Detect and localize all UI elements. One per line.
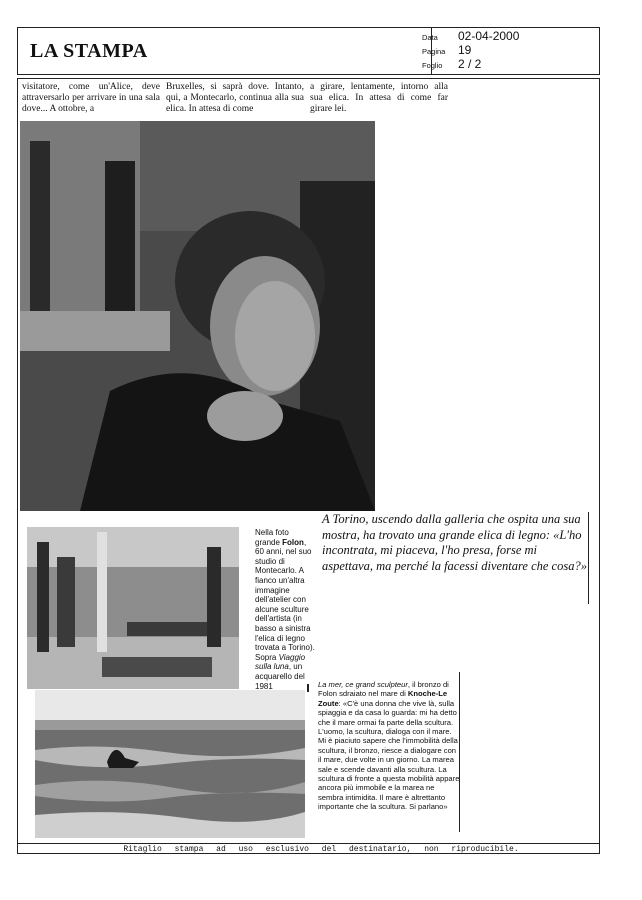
- photo-caption: [255, 528, 315, 691]
- sheet-value: 2 / 2: [458, 57, 482, 71]
- caption-text-1: , 60 anni, nel suo studio di Montecarlo. A fianco un'altra immagine dell'atelier con alcune sculture dell'artista (in basso a sinistra l'elica di legno trovata a Torino). Sopra: [255, 537, 315, 662]
- date-label: Data: [422, 33, 438, 42]
- caption2-text-1: , il bronzo di Folon sdraiato nel mare di: [318, 680, 449, 699]
- article-column-3: a girare, lentamente, intorno alla sua elica. In attesa di come far girare lei.: [310, 82, 448, 114]
- caption2-text-2: : «C'è una donna che vive là, sulla spiaggia e da casa lo guarda: mi ha detto che il mare ormai fa parte della scultura. L'uomo, la scultura, dialoga con il mare. Mi è piaciuto sapere che l'immobilità della scultura, il bronzo, riesce a dialogare con il mare, due volte in un giorno. La marea sale e scende davanti alla scultura. La scultura di fronte a questa mobilità appare ancora più immobile e la marea ne sembra intimidita. Il mare è altrettanto importante che la scultura. Si parlano»: [318, 698, 460, 812]
- page-value: 19: [458, 43, 472, 57]
- pull-quote: A Torino, uscendo dalla galleria che ospita una sua mostra, ha trovato una grande elica di legno: «L'ho incontrata, mi piaceva, l'ho presa, forse mi aspettava, ma perché la facessi diventare che cosa?»: [322, 512, 587, 573]
- article-column-2: Bruxelles, si saprà dove. Intanto, qui, a Montecarlo, continua alla sua elica. In attesa di come: [166, 82, 304, 114]
- sheet-label: Foglio: [422, 61, 443, 70]
- sea-photo-caption: [318, 680, 460, 812]
- atelier-photo: [27, 527, 239, 689]
- footer-rule: [17, 843, 600, 844]
- date-value: 02-04-2000: [458, 29, 520, 43]
- caption2-rule: [459, 672, 460, 832]
- article-column-1: visitatore, come un'Alice, deve attraversarlo per arrivare in una sala dove... A ottobre, a: [22, 82, 160, 114]
- sea-sculpture-photo: [35, 690, 305, 838]
- caption2-place: Knoche-Le Zoute: [318, 689, 448, 708]
- caption-marker: [307, 684, 309, 692]
- caption-artwork-title: Viaggio sulla luna: [255, 652, 306, 672]
- caption2-lead: La mer, ce grand sculpteur: [318, 680, 408, 689]
- portrait-photo: [20, 121, 375, 511]
- page-label: Pagina: [422, 47, 446, 56]
- caption-text-2: , un acquarello del 1981: [255, 662, 305, 691]
- reproduction-notice: Ritaglio stampa ad uso esclusivo del destinatario, non riproducibile.: [123, 845, 519, 854]
- newspaper-title: LA STAMPA: [30, 40, 148, 62]
- caption-intro: Nella foto grande: [255, 528, 289, 547]
- pull-quote-rule: [588, 512, 589, 604]
- caption-artist-name: Folon: [282, 537, 304, 547]
